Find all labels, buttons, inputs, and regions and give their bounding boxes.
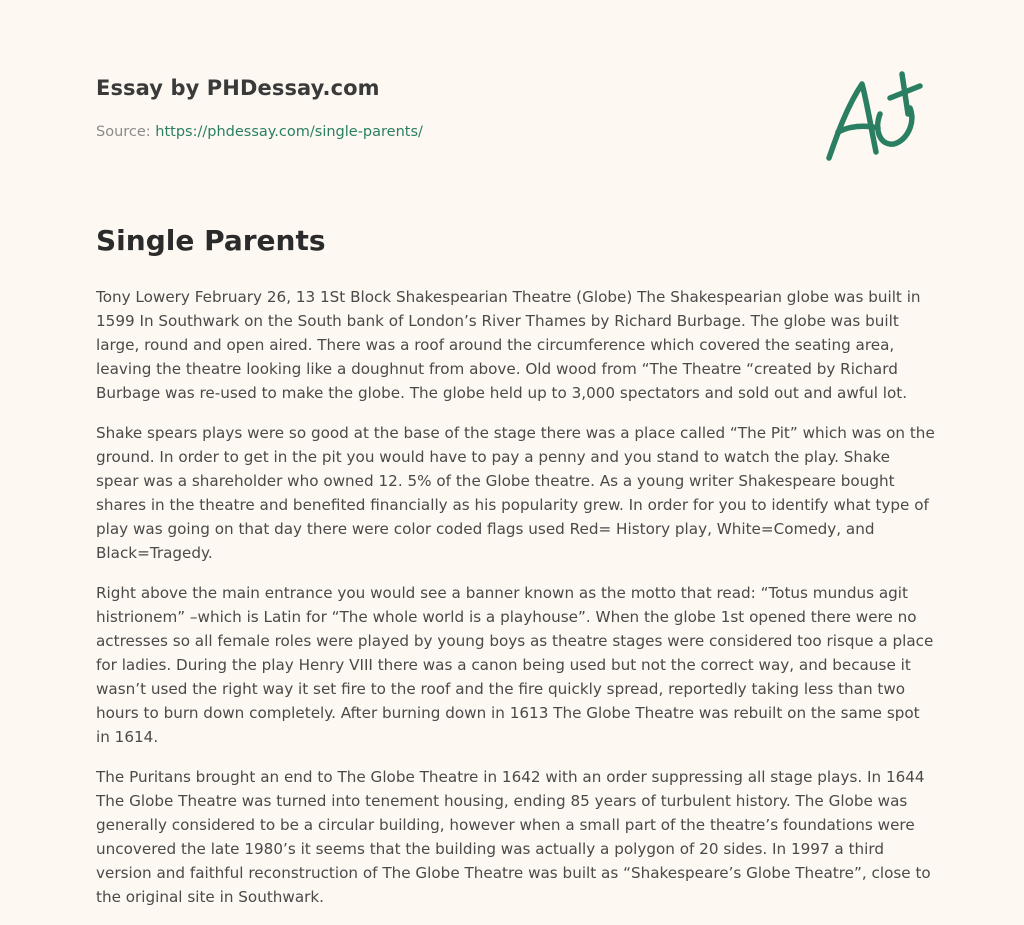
site-title: Essay by PHDessay.com [96, 76, 380, 100]
essay-paragraph: Tony Lowery February 26, 13 1St Block Shakespearian Theatre (Globe) The Shakespearian globe was built in 1599 In Southwark on the South bank of London’s River Thames by Richard Burbage. The globe was built large, round and open aired. There was a roof around the circumference which covered the seating area, leaving the theatre looking like a doughnut from above. Old wood from “The Theatre “created by Richard Burbage was re-used to make the globe. The globe held up to 3,000 spectators and sold out and awful lot. [96, 288, 921, 402]
a-plus-grade-icon [824, 68, 928, 164]
essay-paragraph: Shake spears plays were so good at the base of the stage there was a place called “The Pit” which was on the ground. In order to get in the pit you would have to pay a penny and you stand to watch the play. Shake spear was a shareholder who owned 12. 5% of the Globe theatre. As a young writer Shakespeare bought shares in the theatre and benefited financially as his popularity grew. In order for you to identify what type of play was going on that day there were color coded flags used Red= History play, White=Comedy, and Black=Tragedy. [96, 424, 935, 562]
essay-paragraph: The Puritans brought an end to The Globe Theatre in 1642 with an order suppressing all stage plays. In 1644 The Globe Theatre was turned into tenement housing, ending 85 years of turbulent history. The Globe was generally considered to be a circular building, however when a small part of the theatre’s foundations were uncovered the late 1980’s it seems that the building was actually a polygon of 20 sides. In 1997 a third version and faithful reconstruction of The Globe Theatre was built as “Shakespeare’s Globe Theatre”, close to the original site in Southwark. [96, 768, 931, 906]
source-label: Source: [96, 124, 156, 140]
essay-title: Single Parents [96, 224, 326, 257]
source-line [96, 124, 423, 140]
essay-body [96, 285, 936, 925]
essay-paragraph: Right above the main entrance you would see a banner known as the motto that read: “Totus mundus agit histrionem” –which is Latin for “The whole world is a playhouse”. When the globe 1st opened there were no actresses so all female roles were played by young boys as theatre stages were considered too risque a place for ladies. During the play Henry VIII there was a canon being used but not the correct way, and because it wasn’t used the right way it set fire to the roof and the fire quickly spread, reportedly taking less than two hours to burn down completely. After burning down in 1613 The Globe Theatre was rebuilt on the same spot in 1614. [96, 584, 934, 746]
source-link[interactable]: https://phdessay.com/single-parents/ [155, 124, 423, 140]
